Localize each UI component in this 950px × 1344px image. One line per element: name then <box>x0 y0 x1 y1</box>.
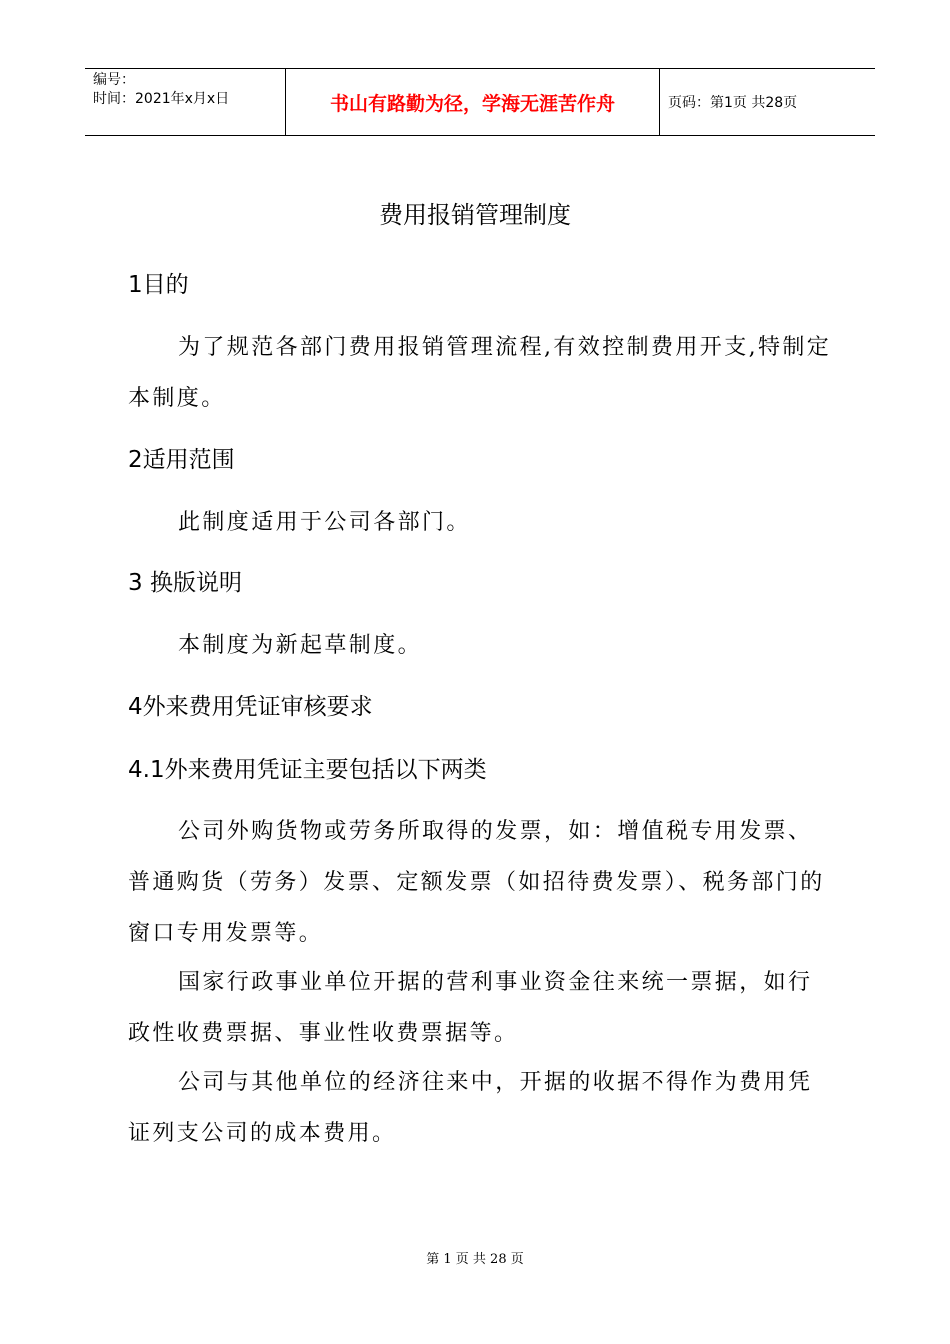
document-header <box>85 68 875 136</box>
section-heading-voucher-types: 4.1外来费用凭证主要包括以下两类 <box>128 757 487 783</box>
section-paragraph: 本制度为新起草制度。 <box>178 633 423 658</box>
section-heading-scope: 2适用范围 <box>128 447 235 473</box>
section-heading-purpose: 1目的 <box>128 272 189 298</box>
page-footer: 第 1 页 共 28 页 <box>426 1252 524 1267</box>
section-heading-revision: 3 换版说明 <box>128 570 242 596</box>
document-title: 费用报销管理制度 <box>379 201 571 229</box>
header-motto: 书山有路勤为径，学海无涯苦作舟 <box>286 69 660 135</box>
section-paragraph: 此制度适用于公司各部门。 <box>178 510 471 535</box>
section-paragraph: 国家行政事业单位开据的营利事业资金往来统一票据，如行政性收费票据、事业性收费票据等。 <box>128 970 813 1046</box>
section-heading-voucher-review: 4外来费用凭证审核要求 <box>128 694 373 720</box>
header-meta-cell <box>85 69 286 135</box>
section-paragraph: 公司与其他单位的经济往来中，开据的收据不得作为费用凭证列支公司的成本费用。 <box>128 1070 813 1146</box>
section-paragraph: 为了规范各部门费用报销管理流程,有效控制费用开支,特制定本制度。 <box>128 335 832 411</box>
header-number-label: 编号： <box>93 72 135 88</box>
header-time-label: 时间：2021年x月x日 <box>93 91 230 107</box>
section-paragraph: 公司外购货物或劳务所取得的发票，如：增值税专用发票、普通购货（劳务）发票、定额发票（如招待费发票）、税务部门的窗口专用发票等。 <box>128 819 825 946</box>
header-page-label: 页码：第1页 共28页 <box>668 95 798 111</box>
